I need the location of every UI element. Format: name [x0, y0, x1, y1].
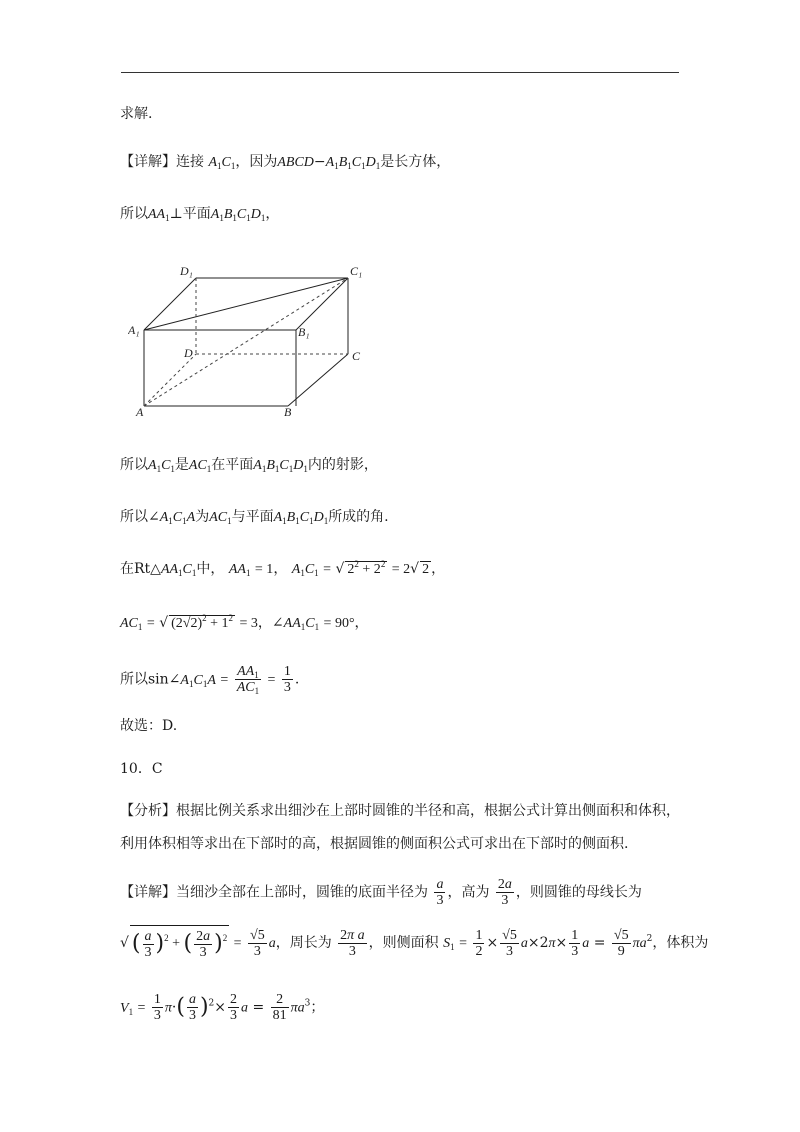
vertex-label-a: A	[136, 405, 144, 419]
text-line-sine: 所以$\sin\angle A_1C_1A$ = $\frac{AA_1}{AC_1}$ = $\frac{1}{3}$ .	[120, 664, 300, 696]
text-line-analysis: 【分析】根据比例关系求出细沙在上部时圆锥的半径和高，根据公式计算出侧面积和体积，	[120, 803, 680, 819]
text-line-angle: 所以$\angle A_1C_1A$为$AC_1$与平面$A_1B_1C_1D_1$所成的角.	[120, 509, 389, 526]
text-line-cone-top: 【详解】当细沙全部在上部时，圆锥的底面半径为 $\frac{a}{3}$ ，高为 $\frac{2a}{3}$ ，则圆锥的母线长为	[120, 877, 642, 908]
text-line-right-triangle: 在$Rt\triangle AA_1C_1$中， $AA_1 = 1$， $A_1C_1$ = √ $2^2 + 2^2 = 2√$ 2 ，	[120, 559, 446, 578]
vertex-label-d: D	[184, 346, 193, 360]
vertex-label-c1: C₁	[350, 264, 363, 278]
text-line-detail-intro: 【详解】连接 $A_1C_1$，因为$ABCD-A_1B_1C_1D_1$是长方体，	[120, 154, 451, 171]
text-line-perpendicular: 所以$AA_1\perp$平面$A_1B_1C_1D_1$，	[120, 206, 280, 223]
text-line-lateral-area: √ ( $\frac{a}{3}$ )$^2$ + ( $\frac{2a}{3}$ )$^2$ = $\frac{√5}{3}$ a，周长为 $\frac{\text{2π a}}{3}$ ，则侧面积 $S_1$ = $\frac{1}{2}$ × $\frac{√5}{3}$ a×2π× $\frac{1}{3}$ a = $\frac{√5}{9}$ $\pi a^2$，体积为	[120, 925, 708, 962]
vertex-label-b: B	[284, 405, 292, 419]
text-line-ac1-length: $AC_1$ = √ $(2√2)^2 + 1^2 = 3$，$\angle AA_1C_1 = 90^\circ$，	[120, 613, 369, 632]
vertex-label-d1: D₁	[180, 264, 193, 278]
text-line-projection: 所以$A_1C_1$是$AC_1$在平面$A_1B_1C_1D_1$内的射影，	[120, 457, 378, 474]
section-tag-analysis: 【分析】	[120, 803, 176, 819]
cuboid-figure	[128, 262, 368, 422]
section-tag-detail-2: 【详解】	[120, 884, 176, 901]
vertex-label-c: C	[352, 349, 361, 363]
vertex-label-a1: A₁	[128, 323, 140, 337]
section-tag-detail: 【详解】	[120, 154, 176, 170]
text-line-analysis-cont: 利用体积相等求出在下部时的高，根据圆锥的侧面积公式可求出在下部时的侧面积.	[120, 836, 629, 852]
text-line-solve: 求解.	[120, 106, 153, 122]
text-line-answer: 故选：D.	[120, 718, 178, 734]
text-line-volume: $V_1$ = $\frac{1}{3}$ π·( $\frac{a}{3}$ )$^2$× $\frac{2}{3}$ a = $\frac{2}{81}$ $\pi a^3$；	[120, 992, 325, 1023]
vertex-label-b1: B₁	[298, 325, 310, 339]
header-rule	[121, 72, 679, 73]
question-number-10: 10．C	[120, 761, 163, 777]
